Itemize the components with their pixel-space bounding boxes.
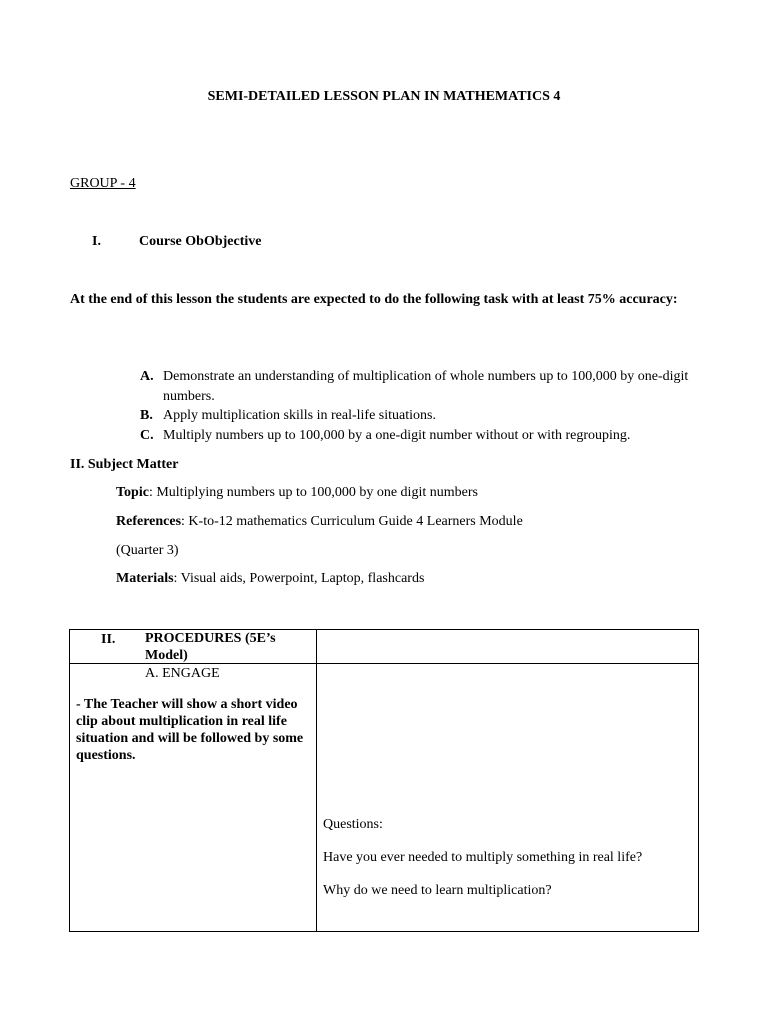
section-1-number: I. bbox=[92, 234, 101, 249]
page-title: SEMI-DETAILED LESSON PLAN IN MATHEMATICS 4 bbox=[207, 89, 561, 104]
question-2: Why do we need to learn multiplication? bbox=[323, 883, 552, 898]
quarter-line: (Quarter 3) bbox=[116, 543, 179, 558]
topic-value: : Multiplying numbers up to 100,000 by one digit numbers bbox=[148, 485, 478, 500]
section-1-title: Course ObObjective bbox=[139, 234, 262, 249]
objective-item bbox=[140, 406, 700, 426]
section-2-heading: II. Subject Matter bbox=[70, 457, 179, 472]
procedures-header-cell bbox=[70, 630, 317, 664]
references-line bbox=[116, 512, 523, 532]
objective-text: Apply multiplication skills in real-life situations. bbox=[163, 408, 436, 423]
procedures-heading: PROCEDURES (5E’s Model) bbox=[145, 631, 276, 663]
table-row bbox=[70, 664, 699, 932]
objective-item bbox=[140, 367, 700, 406]
objective-letter: C. bbox=[140, 427, 154, 443]
procedures-table bbox=[69, 629, 699, 932]
objective-intro: At the end of this lesson the students are expected to do the following task with at least 75% accuracy: bbox=[70, 292, 678, 307]
objective-text: Multiply numbers up to 100,000 by a one-digit number without or with regrouping. bbox=[163, 427, 631, 443]
questions-label: Questions: bbox=[323, 817, 383, 832]
objectives-list bbox=[140, 367, 700, 445]
table-row bbox=[70, 630, 699, 664]
procedures-header-empty-cell bbox=[317, 630, 699, 664]
references-label: References bbox=[116, 514, 182, 529]
topic-label: Topic bbox=[116, 485, 149, 500]
references-value: : K-to-12 mathematics Curriculum Guide 4 Learners Module bbox=[181, 514, 523, 529]
objective-text: Demonstrate an understanding of multiplication of whole numbers up to 100,000 by one-digit numbers. bbox=[163, 369, 689, 404]
group-label: GROUP - 4 bbox=[70, 176, 136, 191]
section-1-heading bbox=[92, 232, 261, 252]
materials-line bbox=[116, 569, 424, 589]
engage-title: A. ENGAGE bbox=[145, 666, 220, 681]
questions-cell bbox=[317, 664, 699, 932]
objective-letter: A. bbox=[140, 369, 154, 384]
materials-label: Materials bbox=[116, 571, 174, 586]
materials-value: : Visual aids, Powerpoint, Laptop, flashcards bbox=[173, 571, 425, 586]
objective-item bbox=[140, 426, 700, 446]
objective-letter: B. bbox=[140, 408, 153, 423]
engage-cell bbox=[70, 664, 317, 932]
procedures-number: II. bbox=[101, 632, 116, 647]
topic-line bbox=[116, 483, 478, 503]
engage-description: - The Teacher will show a short video clip about multiplication in real life situation and will be followed by some questions. bbox=[76, 697, 304, 763]
question-1: Have you ever needed to multiply something in real life? bbox=[323, 850, 643, 865]
